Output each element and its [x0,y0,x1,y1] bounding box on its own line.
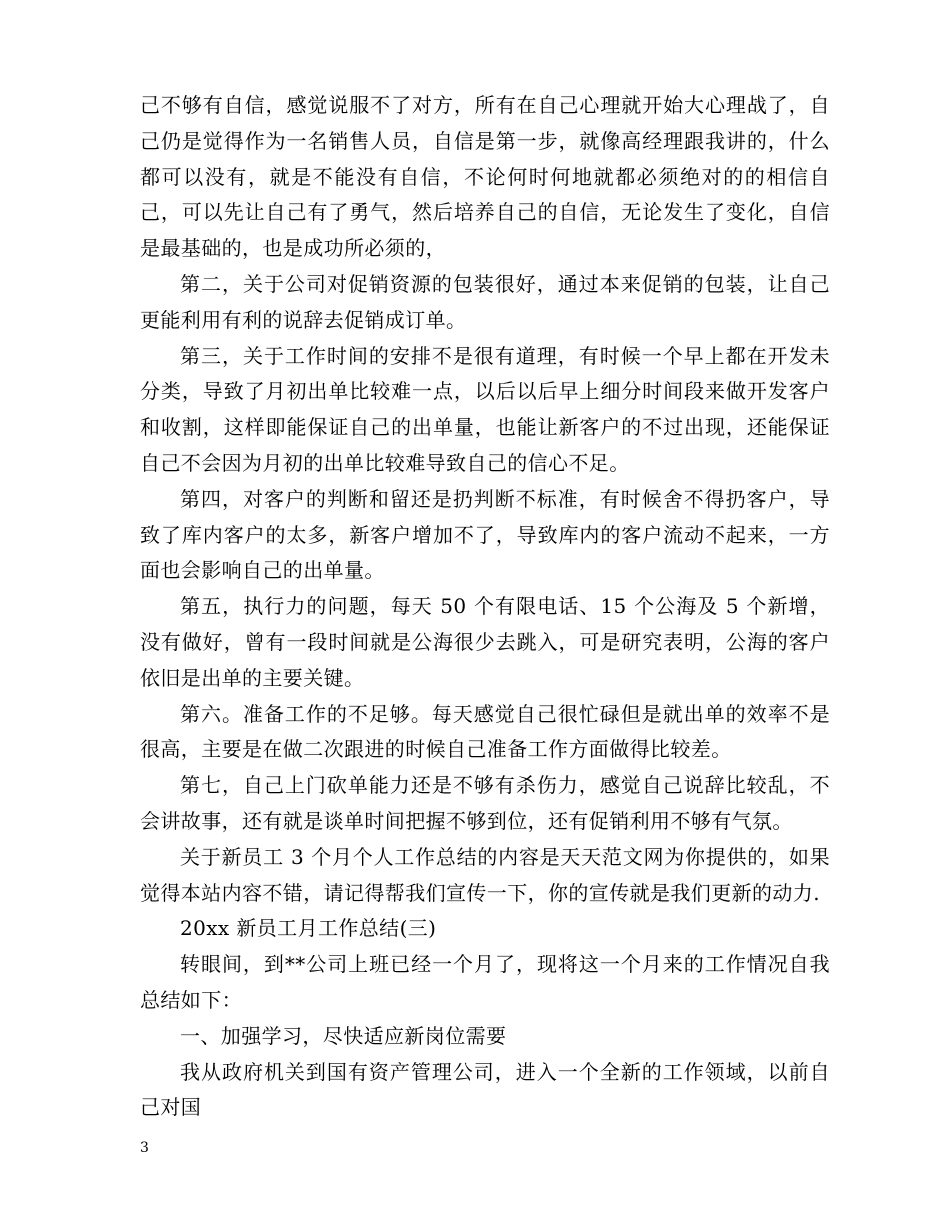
paragraph-point-three: 第三，关于工作时间的安排不是很有道理，有时候一个早上都在开发未分类，导致了月初出单比较难一点，以后以后早上细分时间段来做开发客户和收割，这样即能保证自己的出单量，也能让新客户的不过出现，还能保证自己不会因为月初的出单比较难导致自己的信心不足。 [140,343,830,475]
paragraph-point-two: 第二，关于公司对促销资源的包装很好，通过本来促销的包装，让自己更能利用有利的说辞去促销成订单。 [140,271,830,332]
paragraph-body: 我从政府机关到国有资产管理公司，进入一个全新的工作领域，以前自己对国 [140,1059,830,1120]
subsection-heading: 一、加强学习，尽快适应新岗位需要 [180,1023,507,1048]
paragraph-point-four: 第四，对客户的判断和留还是扔判断不标准，有时候舍不得扔客户，导致了库内客户的太多，新客户增加不了，导致库内的客户流动不起来，一方面也会影响自己的出单量。 [140,486,830,583]
section-heading: 20xx 新员工月工作总结(三) [180,916,437,941]
paragraph-continuation: 己不够有自信，感觉说服不了对方，所有在自己心理就开始大心理战了，自己仍是觉得作为一名销售人员，自信是第一步，就像高经理跟我讲的，什么都可以没有，就是不能没有自信，不论何时何地就都必须绝对的的相信自己，可以先让自己有了勇气，然后培养自己的自信，无论发生了变化，自信是最基础的，也是成功所必须的， [140,93,830,261]
paragraph-site-note: 关于新员工 3 个月个人工作总结的内容是天天范文网为你提供的，如果觉得本站内容不错，请记得帮我们宣传一下，你的宣传就是我们更新的动力. [140,844,830,905]
paragraph-point-seven: 第七，自己上门砍单能力还是不够有杀伤力，感觉自己说辞比较乱，不会讲故事，还有就是谈单时间把握不够到位，还有促销利用不够有气氛。 [140,773,830,833]
document-body [140,88,830,1126]
paragraph-intro: 转眼间，到**公司上班已经一个月了，现将这一个月来的工作情况自我总结如下： [140,952,830,1012]
page-number: 3 [140,1140,149,1156]
paragraph-point-six: 第六。准备工作的不足够。每天感觉自己很忙碌但是就出单的效率不是很高，主要是在做二次跟进的时候自己准备工作方面做得比较差。 [140,701,830,762]
paragraph-point-five: 第五，执行力的问题，每天 50 个有限电话、15 个公海及 5 个新增，没有做好，曾有一段时间就是公海很少去跳入，可是研究表明，公海的客户依旧是出单的主要关键。 [140,594,830,690]
